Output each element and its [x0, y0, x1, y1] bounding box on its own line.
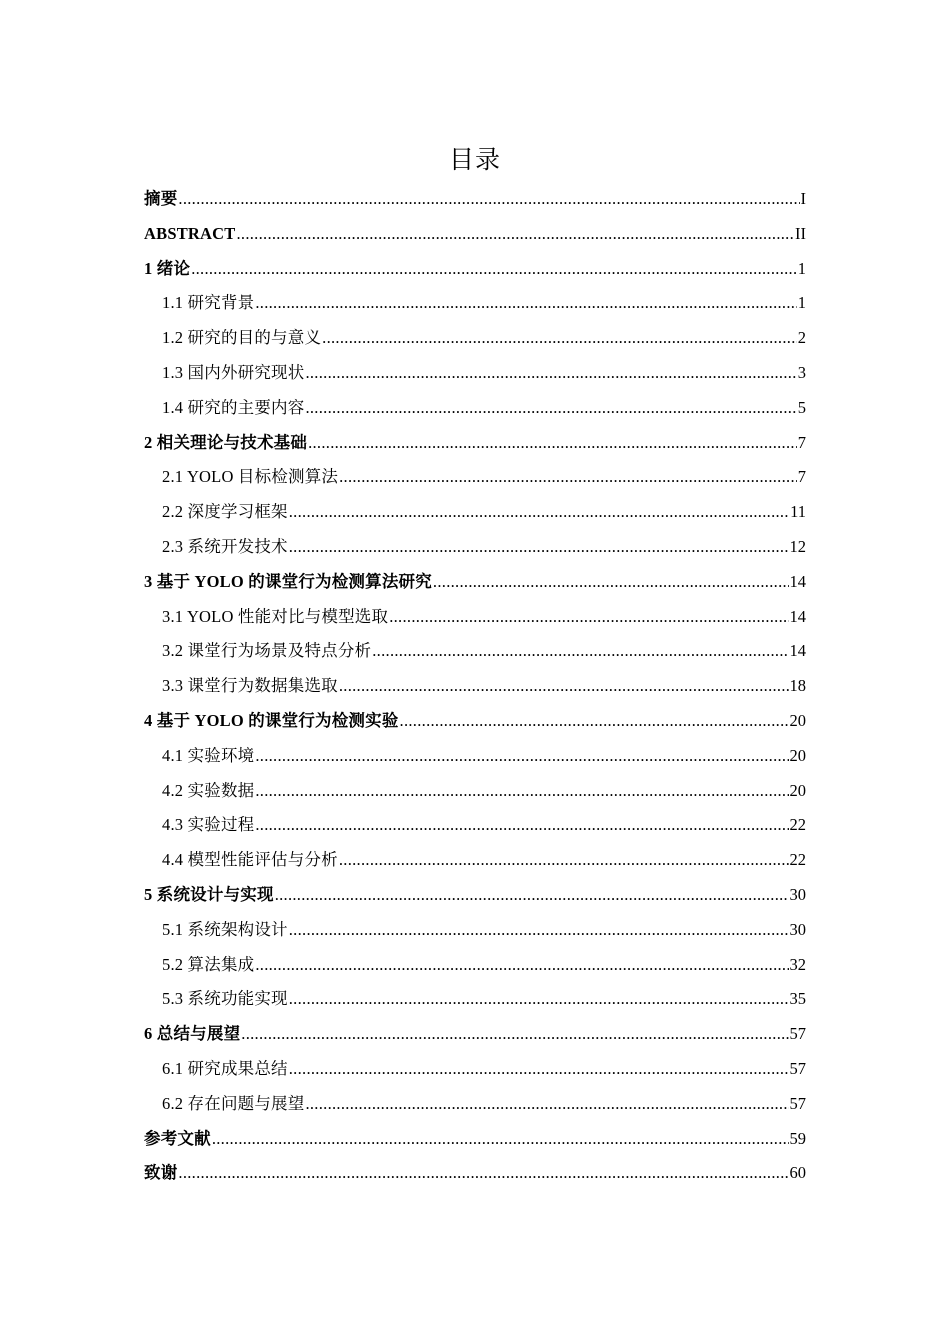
toc-entry-label: ABSTRACT: [144, 223, 236, 243]
toc-entry[interactable]: [144, 913, 806, 948]
toc-entry[interactable]: [144, 426, 806, 461]
toc-dot-leader: [255, 808, 788, 843]
toc-dot-leader: [289, 913, 789, 948]
toc-entry-label: 4.4 模型性能评估与分析: [162, 850, 338, 870]
toc-dot-leader: [275, 878, 789, 913]
toc-entry-page-number: 57: [789, 1024, 806, 1044]
toc-entry-label: 4.2 实验数据: [162, 780, 255, 800]
toc-entry[interactable]: [144, 843, 806, 878]
toc-entry-label: 4 基于 YOLO 的课堂行为检测实验: [144, 710, 399, 730]
toc-entry-label: 5 系统设计与实现: [144, 884, 274, 904]
toc-entry[interactable]: [144, 634, 806, 669]
toc-dot-leader: [289, 495, 789, 530]
toc-dot-leader: [339, 669, 789, 704]
toc-entry-label: 1.4 研究的主要内容: [162, 397, 305, 417]
toc-entry-label: 2.2 深度学习框架: [162, 502, 288, 522]
toc-entry-page-number: 30: [789, 919, 806, 939]
toc-entry[interactable]: [144, 182, 806, 217]
toc-entry-page-number: 32: [789, 954, 806, 974]
toc-entry[interactable]: [144, 321, 806, 356]
toc-entry-page-number: 1: [797, 293, 806, 313]
toc-entry-label: 1.1 研究背景: [162, 293, 255, 313]
toc-entry-page-number: II: [795, 223, 806, 243]
toc-dot-leader: [400, 704, 789, 739]
toc-entry-label: 3 基于 YOLO 的课堂行为检测算法研究: [144, 571, 432, 591]
toc-entry-page-number: 30: [789, 884, 806, 904]
toc-entry-page-number: 14: [789, 606, 806, 626]
toc-entry-page-number: 14: [789, 571, 806, 591]
toc-entry-page-number: 5: [797, 397, 806, 417]
toc-entry-page-number: 22: [789, 815, 806, 835]
toc-entry[interactable]: [144, 356, 806, 391]
toc-entry-label: 致谢: [144, 1163, 178, 1183]
toc-entry-page-number: 57: [789, 1093, 806, 1113]
toc-entry-page-number: 20: [789, 710, 806, 730]
toc-entry-page-number: 7: [797, 432, 806, 452]
toc-entry-label: 摘要: [144, 189, 178, 208]
toc-entry[interactable]: [144, 286, 806, 321]
toc-entry[interactable]: [144, 1156, 806, 1191]
toc-dot-leader: [289, 982, 789, 1017]
toc-entry[interactable]: [144, 774, 806, 809]
toc-entry-page-number: 60: [789, 1163, 806, 1183]
toc-dot-leader: [178, 182, 799, 217]
toc-entry[interactable]: [144, 1122, 806, 1157]
toc-dot-leader: [255, 286, 796, 321]
toc-entry-label: 3.1 YOLO 性能对比与模型选取: [162, 606, 389, 626]
toc-dot-leader: [389, 600, 788, 635]
toc-entry[interactable]: [144, 948, 806, 983]
toc-dot-leader: [236, 217, 794, 252]
toc-entry[interactable]: [144, 808, 806, 843]
toc-entry-label: 参考文献: [144, 1128, 211, 1148]
toc-entry-page-number: 2: [797, 328, 806, 348]
toc-entry[interactable]: [144, 530, 806, 565]
toc-entry[interactable]: [144, 460, 806, 495]
toc-entry-label: 2.1 YOLO 目标检测算法: [162, 467, 339, 487]
toc-dot-leader: [305, 391, 796, 426]
toc-entry-page-number: 35: [789, 989, 806, 1009]
toc-entry[interactable]: [144, 669, 806, 704]
toc-entry-label: 5.1 系统架构设计: [162, 919, 288, 939]
toc-entry-label: 3.2 课堂行为场景及特点分析: [162, 641, 372, 661]
toc-entry[interactable]: [144, 1052, 806, 1087]
toc-entry-page-number: I: [800, 189, 806, 208]
toc-dot-leader: [255, 774, 788, 809]
toc-entry[interactable]: [144, 217, 806, 252]
toc-entry-page-number: 7: [797, 467, 806, 487]
toc-entry[interactable]: [144, 878, 806, 913]
toc-dot-leader: [305, 1087, 788, 1122]
toc-entry[interactable]: [144, 252, 806, 287]
toc-entry-label: 1 绪论: [144, 258, 191, 278]
toc-entry-page-number: 11: [790, 502, 806, 522]
toc-entry-page-number: 1: [797, 258, 806, 278]
toc-entry-label: 1.2 研究的目的与意义: [162, 328, 322, 348]
toc-entry-label: 2 相关理论与技术基础: [144, 432, 308, 452]
toc-entry-page-number: 18: [789, 676, 806, 696]
toc-entry[interactable]: [144, 565, 806, 600]
toc-dot-leader: [372, 634, 788, 669]
toc-entry[interactable]: [144, 982, 806, 1017]
toc-dot-leader: [339, 460, 797, 495]
toc-dot-leader: [255, 948, 788, 983]
toc-entry-page-number: 12: [789, 536, 806, 556]
toc-entry-label: 6.1 研究成果总结: [162, 1058, 288, 1078]
toc-entry-page-number: 20: [789, 780, 806, 800]
toc-dot-leader: [289, 530, 789, 565]
toc-entry-page-number: 22: [789, 850, 806, 870]
toc-entry-label: 2.3 系统开发技术: [162, 536, 288, 556]
toc-dot-leader: [241, 1017, 788, 1052]
toc-dot-leader: [255, 739, 788, 774]
toc-entry-label: 5.2 算法集成: [162, 954, 255, 974]
toc-entry-label: 4.3 实验过程: [162, 815, 255, 835]
toc-entry[interactable]: [144, 739, 806, 774]
toc-dot-leader: [433, 565, 789, 600]
toc-entry-page-number: 3: [797, 362, 806, 382]
toc-dot-leader: [305, 356, 796, 391]
toc-entry-label: 4.1 实验环境: [162, 745, 255, 765]
toc-dot-leader: [308, 426, 797, 461]
toc-entry[interactable]: [144, 1087, 806, 1122]
toc-entry[interactable]: [144, 391, 806, 426]
toc-entry-label: 6 总结与展望: [144, 1024, 241, 1044]
toc-entry-page-number: 59: [789, 1128, 806, 1148]
toc-entry-page-number: 20: [789, 745, 806, 765]
toc-dot-leader: [191, 252, 797, 287]
toc-entry[interactable]: [144, 1017, 806, 1052]
toc-entry-label: 5.3 系统功能实现: [162, 989, 288, 1009]
toc-dot-leader: [178, 1156, 788, 1191]
toc-entry[interactable]: [144, 704, 806, 739]
toc-entry[interactable]: [144, 495, 806, 530]
toc-dot-leader: [289, 1052, 789, 1087]
toc-dot-leader: [322, 321, 797, 356]
toc-entry-page-number: 57: [789, 1058, 806, 1078]
toc-entry[interactable]: [144, 600, 806, 635]
toc-entry-label: 1.3 国内外研究现状: [162, 362, 305, 382]
toc-dot-leader: [339, 843, 789, 878]
toc-entry-page-number: 14: [789, 641, 806, 661]
toc-entry-label: 3.3 课堂行为数据集选取: [162, 676, 338, 696]
toc-dot-leader: [212, 1122, 789, 1157]
toc-list: [144, 182, 806, 1191]
toc-title: 目录: [448, 145, 501, 174]
toc-entry-label: 6.2 存在问题与展望: [162, 1093, 305, 1113]
